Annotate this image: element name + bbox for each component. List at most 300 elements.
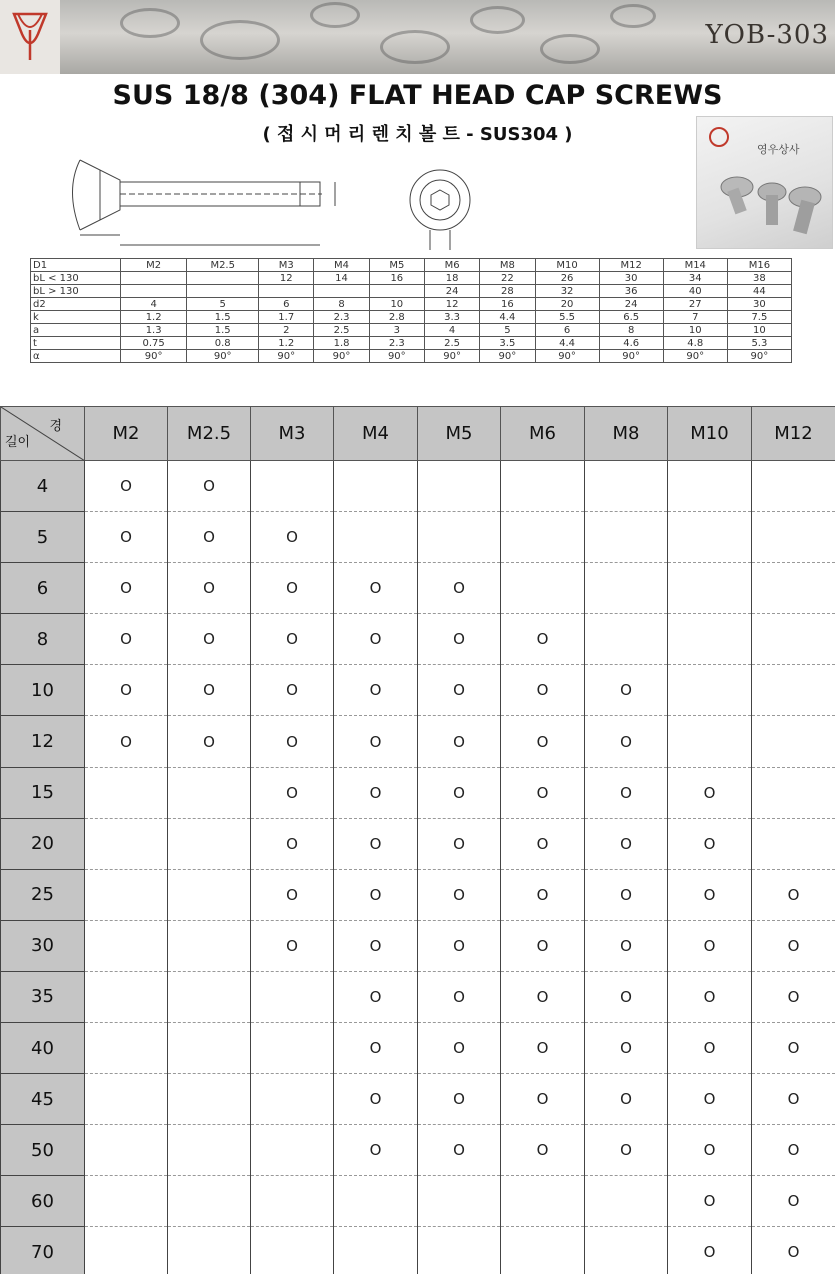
availability-mark: O <box>752 1074 835 1125</box>
spec-cell <box>369 285 424 298</box>
table-row <box>1 614 835 665</box>
availability-mark <box>251 1125 334 1176</box>
diameter-header-m2-5: M2.5 <box>168 407 251 461</box>
availability-mark <box>251 461 334 512</box>
availability-mark <box>752 767 835 818</box>
spec-cell: 2.8 <box>369 311 424 324</box>
spec-row <box>31 272 792 285</box>
table-row <box>1 1023 835 1074</box>
availability-mark: O <box>251 869 334 920</box>
availability-mark <box>585 461 668 512</box>
spec-cell: 7 <box>663 311 727 324</box>
availability-mark: O <box>585 665 668 716</box>
availability-mark <box>85 1227 168 1274</box>
availability-mark <box>668 461 752 512</box>
spec-cell: 4.8 <box>663 337 727 350</box>
spec-cell: M2 <box>121 259 187 272</box>
availability-mark <box>168 1176 251 1227</box>
availability-mark: O <box>501 1023 585 1074</box>
company-logo <box>0 0 60 74</box>
spec-cell: 6 <box>259 298 314 311</box>
spec-cell: 27 <box>663 298 727 311</box>
availability-mark: O <box>752 920 835 971</box>
spec-cell: M14 <box>663 259 727 272</box>
spec-cell: 1.3 <box>121 324 187 337</box>
availability-mark: O <box>334 1074 418 1125</box>
length-cell: 35 <box>1 971 85 1022</box>
diameter-header-m4: M4 <box>334 407 418 461</box>
spec-cell: 90° <box>121 350 187 363</box>
length-cell: 20 <box>1 818 85 869</box>
spec-cell: M12 <box>599 259 663 272</box>
spec-cell: 3 <box>369 324 424 337</box>
table-row <box>1 920 835 971</box>
spec-cell: 1.2 <box>259 337 314 350</box>
spec-row-label: α <box>31 350 121 363</box>
table-row <box>1 563 835 614</box>
spec-cell: 90° <box>314 350 369 363</box>
availability-mark: O <box>585 869 668 920</box>
availability-mark: O <box>585 767 668 818</box>
availability-mark: O <box>668 1023 752 1074</box>
availability-mark <box>752 716 835 767</box>
spec-row-label: k <box>31 311 121 324</box>
availability-mark: O <box>752 1023 835 1074</box>
availability-mark: O <box>418 1074 501 1125</box>
spec-cell: 26 <box>535 272 599 285</box>
availability-mark <box>85 1176 168 1227</box>
top-banner <box>0 0 835 74</box>
availability-mark: O <box>668 1227 752 1274</box>
spec-row-label: a <box>31 324 121 337</box>
availability-mark <box>251 1023 334 1074</box>
availability-mark: O <box>418 818 501 869</box>
diameter-header-m12: M12 <box>752 407 835 461</box>
availability-mark: O <box>501 869 585 920</box>
page-title: SUS 18/8 (304) FLAT HEAD CAP SCREWS <box>112 80 723 111</box>
availability-mark: O <box>168 461 251 512</box>
availability-mark: O <box>334 1125 418 1176</box>
diameter-header-m6: M6 <box>501 407 585 461</box>
availability-mark: O <box>585 1125 668 1176</box>
length-cell: 15 <box>1 767 85 818</box>
availability-mark <box>334 512 418 563</box>
spec-cell <box>187 285 259 298</box>
spec-cell: M8 <box>480 259 535 272</box>
product-photo <box>696 116 833 249</box>
spec-cell: 16 <box>480 298 535 311</box>
spec-cell: 12 <box>424 298 479 311</box>
availability-mark <box>752 614 835 665</box>
spec-cell: 32 <box>535 285 599 298</box>
availability-mark <box>752 461 835 512</box>
availability-mark: O <box>501 1074 585 1125</box>
availability-mark <box>501 1176 585 1227</box>
availability-mark: O <box>585 1074 668 1125</box>
availability-table <box>0 406 835 1274</box>
spec-cell: M5 <box>369 259 424 272</box>
spec-cell: 2.3 <box>314 311 369 324</box>
availability-mark: O <box>334 869 418 920</box>
spec-cell: 5.5 <box>535 311 599 324</box>
spec-cell: 1.8 <box>314 337 369 350</box>
spec-cell: 3.3 <box>424 311 479 324</box>
table-row <box>1 1074 835 1125</box>
spec-cell: M10 <box>535 259 599 272</box>
length-cell: 25 <box>1 869 85 920</box>
table-row <box>1 461 835 512</box>
spec-cell: 22 <box>480 272 535 285</box>
spec-cell: 4.6 <box>599 337 663 350</box>
spec-cell: 2 <box>259 324 314 337</box>
availability-mark: O <box>85 563 168 614</box>
availability-mark: O <box>418 665 501 716</box>
length-cell: 6 <box>1 563 85 614</box>
availability-mark: O <box>168 512 251 563</box>
spec-row <box>31 285 792 298</box>
availability-mark <box>585 1176 668 1227</box>
spec-cell: 2.5 <box>424 337 479 350</box>
spec-cell: 1.7 <box>259 311 314 324</box>
spec-cell: 7.5 <box>727 311 791 324</box>
spec-cell: 1.2 <box>121 311 187 324</box>
availability-mark <box>668 512 752 563</box>
table-row <box>1 512 835 563</box>
availability-mark: O <box>85 461 168 512</box>
availability-mark: O <box>668 971 752 1022</box>
length-cell: 12 <box>1 716 85 767</box>
availability-mark <box>501 461 585 512</box>
availability-mark <box>251 1176 334 1227</box>
diameter-header-m3: M3 <box>251 407 334 461</box>
availability-mark <box>668 614 752 665</box>
availability-mark: O <box>418 971 501 1022</box>
spec-row <box>31 298 792 311</box>
availability-mark: O <box>334 818 418 869</box>
diameter-header-m10: M10 <box>668 407 752 461</box>
availability-mark: O <box>418 1125 501 1176</box>
spec-cell: 30 <box>727 298 791 311</box>
availability-mark: O <box>334 971 418 1022</box>
availability-mark: O <box>585 1023 668 1074</box>
availability-mark: O <box>251 767 334 818</box>
spec-cell: 90° <box>535 350 599 363</box>
spec-cell: 20 <box>535 298 599 311</box>
screw-drawing <box>30 150 510 260</box>
spec-cell: 90° <box>259 350 314 363</box>
availability-mark: O <box>585 971 668 1022</box>
spec-row-label: d2 <box>31 298 121 311</box>
spec-row <box>31 324 792 337</box>
availability-mark <box>251 1227 334 1274</box>
spec-cell: 12 <box>259 272 314 285</box>
photo-label: 영우상사 <box>757 143 800 156</box>
availability-mark <box>501 512 585 563</box>
spec-cell: M2.5 <box>187 259 259 272</box>
spec-cell: 4.4 <box>535 337 599 350</box>
spec-cell: 6 <box>535 324 599 337</box>
spec-cell: 6.5 <box>599 311 663 324</box>
availability-mark: O <box>334 665 418 716</box>
availability-mark: O <box>418 614 501 665</box>
length-cell: 10 <box>1 665 85 716</box>
spec-cell <box>121 272 187 285</box>
availability-mark: O <box>668 1176 752 1227</box>
table-row <box>1 716 835 767</box>
availability-mark <box>85 767 168 818</box>
availability-mark <box>334 1227 418 1274</box>
spec-cell: 90° <box>369 350 424 363</box>
availability-mark <box>168 1074 251 1125</box>
spec-cell: 30 <box>599 272 663 285</box>
availability-mark: O <box>752 1125 835 1176</box>
page-subtitle: ( 접 시 머 리 렌 치 볼 트 - SUS304 ) <box>262 124 573 145</box>
diameter-header-m5: M5 <box>418 407 501 461</box>
availability-mark: O <box>501 1125 585 1176</box>
availability-mark: O <box>752 869 835 920</box>
spec-row <box>31 311 792 324</box>
availability-mark: O <box>668 818 752 869</box>
availability-mark: O <box>418 869 501 920</box>
availability-mark: O <box>501 767 585 818</box>
availability-mark: O <box>85 614 168 665</box>
spec-cell: 8 <box>599 324 663 337</box>
availability-mark <box>418 512 501 563</box>
availability-mark <box>251 1074 334 1125</box>
availability-mark: O <box>251 920 334 971</box>
corner-header <box>1 407 85 461</box>
spec-cell <box>121 285 187 298</box>
availability-mark: O <box>251 512 334 563</box>
availability-mark <box>168 1023 251 1074</box>
spec-row <box>31 350 792 363</box>
availability-mark <box>668 563 752 614</box>
availability-mark: O <box>668 920 752 971</box>
table-row <box>1 1227 835 1274</box>
spec-cell: 1.5 <box>187 311 259 324</box>
length-cell: 8 <box>1 614 85 665</box>
availability-mark <box>752 563 835 614</box>
dimension-spec-table <box>30 258 792 363</box>
availability-mark <box>752 818 835 869</box>
availability-mark: O <box>418 563 501 614</box>
diameter-label: 경 <box>49 419 62 434</box>
availability-mark: O <box>585 920 668 971</box>
availability-mark: O <box>418 1023 501 1074</box>
table-row <box>1 971 835 1022</box>
spec-cell: M3 <box>259 259 314 272</box>
availability-mark: O <box>668 869 752 920</box>
availability-mark: O <box>501 971 585 1022</box>
availability-mark <box>85 1023 168 1074</box>
availability-mark <box>85 920 168 971</box>
availability-mark: O <box>668 1074 752 1125</box>
availability-mark: O <box>668 767 752 818</box>
availability-mark: O <box>251 818 334 869</box>
spec-cell: 5 <box>187 298 259 311</box>
spec-cell: 4 <box>424 324 479 337</box>
availability-mark: O <box>501 818 585 869</box>
availability-mark <box>585 563 668 614</box>
availability-mark <box>501 1227 585 1274</box>
length-cell: 70 <box>1 1227 85 1274</box>
availability-mark <box>85 1074 168 1125</box>
availability-mark: O <box>752 1176 835 1227</box>
availability-mark: O <box>752 1227 835 1274</box>
availability-mark: O <box>501 920 585 971</box>
spec-cell: 36 <box>599 285 663 298</box>
availability-mark: O <box>334 767 418 818</box>
availability-mark <box>334 1176 418 1227</box>
length-cell: 45 <box>1 1074 85 1125</box>
spec-cell: 14 <box>314 272 369 285</box>
spec-cell: M6 <box>424 259 479 272</box>
length-cell: 40 <box>1 1023 85 1074</box>
availability-mark <box>418 1176 501 1227</box>
availability-mark: O <box>168 665 251 716</box>
availability-mark: O <box>251 716 334 767</box>
spec-cell: 24 <box>599 298 663 311</box>
spec-row-label: D1 <box>31 259 121 272</box>
availability-mark <box>168 1227 251 1274</box>
availability-mark: O <box>85 665 168 716</box>
availability-mark <box>168 920 251 971</box>
spec-row-label: bL < 130 <box>31 272 121 285</box>
availability-mark <box>668 716 752 767</box>
availability-mark: O <box>585 716 668 767</box>
availability-mark: O <box>334 1023 418 1074</box>
spec-row <box>31 337 792 350</box>
availability-mark: O <box>168 563 251 614</box>
availability-mark: O <box>668 1125 752 1176</box>
spec-cell: 16 <box>369 272 424 285</box>
spec-cell: 90° <box>480 350 535 363</box>
length-label: 길이 <box>5 435 31 450</box>
availability-mark <box>585 614 668 665</box>
table-row <box>1 665 835 716</box>
table-row <box>1 1176 835 1227</box>
spec-cell <box>314 285 369 298</box>
availability-mark <box>85 1125 168 1176</box>
spec-cell: 5.3 <box>727 337 791 350</box>
availability-mark <box>585 1227 668 1274</box>
spec-cell <box>259 285 314 298</box>
spec-cell: 90° <box>663 350 727 363</box>
spec-cell: 0.75 <box>121 337 187 350</box>
availability-mark <box>585 512 668 563</box>
spec-cell: 40 <box>663 285 727 298</box>
availability-mark: O <box>418 767 501 818</box>
availability-mark: O <box>85 512 168 563</box>
availability-mark: O <box>418 716 501 767</box>
table-row <box>1 1125 835 1176</box>
spec-row-label: bL > 130 <box>31 285 121 298</box>
availability-mark <box>168 1125 251 1176</box>
spec-cell: 24 <box>424 285 479 298</box>
spec-cell: 3.5 <box>480 337 535 350</box>
spec-cell: 5 <box>480 324 535 337</box>
availability-mark: O <box>334 716 418 767</box>
spec-cell: 18 <box>424 272 479 285</box>
length-cell: 5 <box>1 512 85 563</box>
availability-mark: O <box>168 716 251 767</box>
table-row <box>1 818 835 869</box>
spec-cell: 10 <box>727 324 791 337</box>
product-code: YOB-303 <box>705 20 829 50</box>
spec-cell: 10 <box>369 298 424 311</box>
availability-mark: O <box>752 971 835 1022</box>
availability-mark <box>85 818 168 869</box>
availability-mark <box>501 563 585 614</box>
spec-row-label: t <box>31 337 121 350</box>
availability-mark <box>418 461 501 512</box>
availability-mark: O <box>251 665 334 716</box>
availability-mark <box>418 1227 501 1274</box>
availability-mark: O <box>418 920 501 971</box>
spec-cell: 2.3 <box>369 337 424 350</box>
availability-mark: O <box>85 716 168 767</box>
availability-mark: O <box>334 563 418 614</box>
spec-cell: M16 <box>727 259 791 272</box>
availability-mark: O <box>585 818 668 869</box>
table-row <box>1 869 835 920</box>
availability-mark: O <box>501 614 585 665</box>
table-row <box>1 767 835 818</box>
availability-mark: O <box>251 563 334 614</box>
spec-cell: 8 <box>314 298 369 311</box>
availability-mark <box>85 869 168 920</box>
spec-cell: 4.4 <box>480 311 535 324</box>
availability-mark <box>85 971 168 1022</box>
availability-mark: O <box>168 614 251 665</box>
length-cell: 60 <box>1 1176 85 1227</box>
availability-mark <box>334 461 418 512</box>
spec-cell: 2.5 <box>314 324 369 337</box>
spec-cell: 38 <box>727 272 791 285</box>
availability-mark <box>168 818 251 869</box>
spec-cell: 90° <box>424 350 479 363</box>
availability-mark <box>752 512 835 563</box>
spec-cell: M4 <box>314 259 369 272</box>
spec-cell <box>187 272 259 285</box>
availability-mark <box>168 869 251 920</box>
availability-mark: O <box>501 665 585 716</box>
spec-cell: 0.8 <box>187 337 259 350</box>
spec-cell: 28 <box>480 285 535 298</box>
spec-cell: 90° <box>599 350 663 363</box>
availability-mark <box>168 971 251 1022</box>
availability-mark: O <box>501 716 585 767</box>
length-cell: 4 <box>1 461 85 512</box>
spec-cell: 44 <box>727 285 791 298</box>
availability-mark <box>752 665 835 716</box>
spec-cell: 10 <box>663 324 727 337</box>
spec-cell: 34 <box>663 272 727 285</box>
spec-cell: 1.5 <box>187 324 259 337</box>
length-cell: 30 <box>1 920 85 971</box>
availability-mark <box>668 665 752 716</box>
availability-mark <box>251 971 334 1022</box>
spec-cell: 90° <box>727 350 791 363</box>
length-cell: 50 <box>1 1125 85 1176</box>
availability-mark: O <box>334 614 418 665</box>
diameter-header-m2: M2 <box>85 407 168 461</box>
diameter-header-m8: M8 <box>585 407 668 461</box>
spec-cell: 90° <box>187 350 259 363</box>
spec-row <box>31 259 792 272</box>
availability-mark <box>168 767 251 818</box>
availability-mark: O <box>251 614 334 665</box>
